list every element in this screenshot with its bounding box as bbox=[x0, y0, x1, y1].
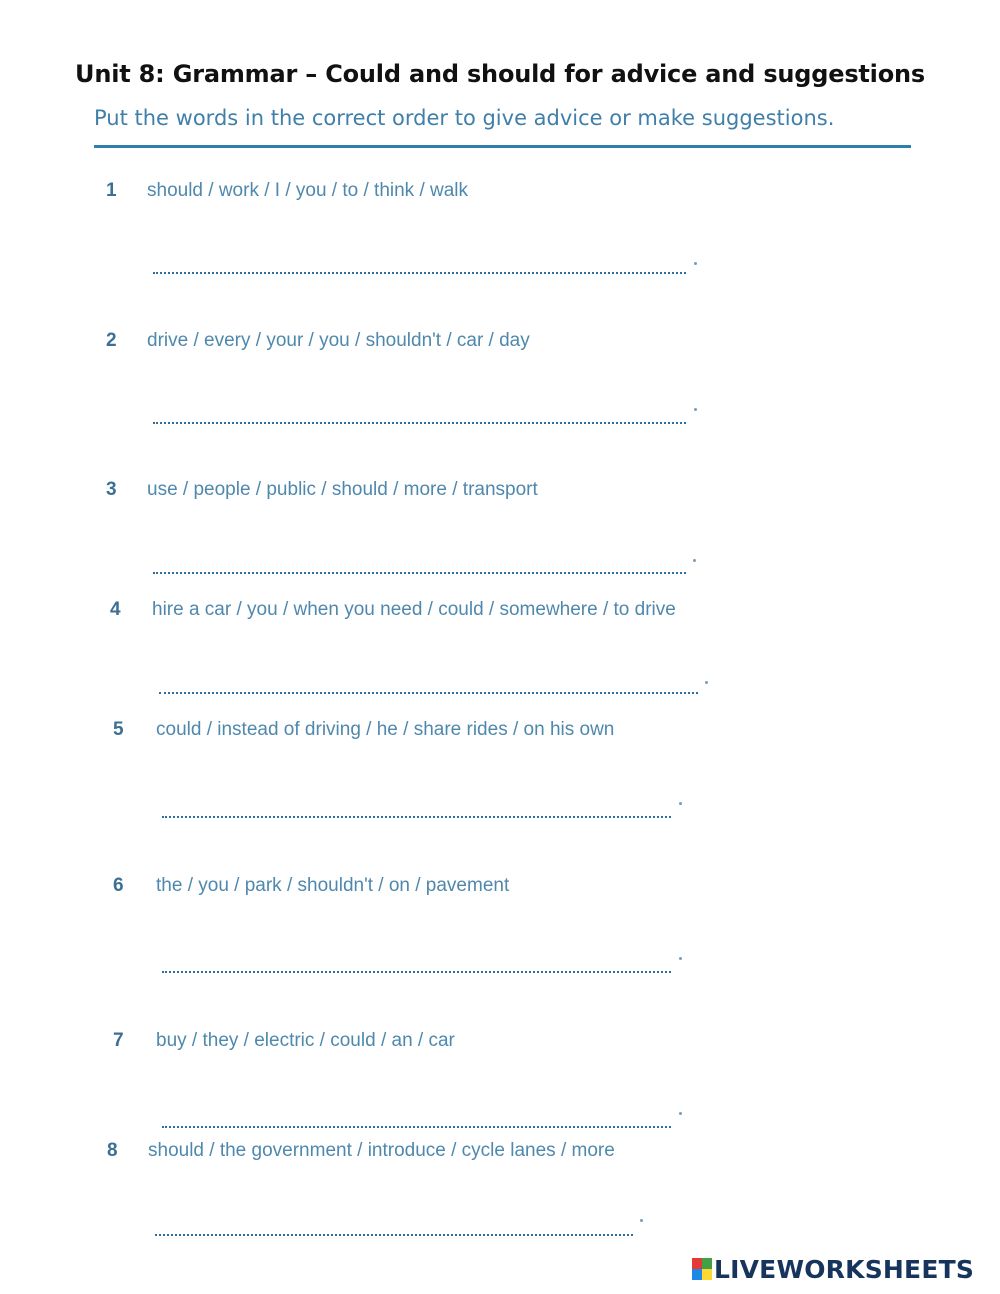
liveworksheets-logo[interactable] bbox=[692, 1254, 974, 1284]
answer-input-5[interactable] bbox=[162, 798, 671, 818]
word-prompt: should / the government / introduce / cycle lanes / more bbox=[148, 1140, 615, 1161]
full-stop bbox=[705, 681, 708, 684]
header-divider bbox=[94, 145, 911, 148]
word-prompt: could / instead of driving / he / share rides / on his own bbox=[156, 719, 615, 740]
word-prompt: use / people / public / should / more / transport bbox=[147, 479, 538, 500]
answer-input-6[interactable] bbox=[162, 953, 671, 973]
full-stop bbox=[694, 408, 697, 411]
worksheet-title: Unit 8: Grammar – Could and should for advice and suggestions bbox=[75, 60, 925, 88]
question-number: 3 bbox=[106, 479, 117, 500]
question-number: 1 bbox=[106, 180, 117, 201]
liveworksheets-logo-icon bbox=[692, 1258, 712, 1280]
word-prompt: should / work / I / you / to / think / walk bbox=[147, 180, 469, 201]
answer-input-2[interactable] bbox=[153, 404, 686, 424]
full-stop bbox=[679, 957, 682, 960]
full-stop bbox=[679, 1112, 682, 1115]
answer-input-4[interactable] bbox=[159, 674, 698, 694]
answer-input-8[interactable] bbox=[155, 1216, 633, 1236]
brand-name: LIVEWORKSHEETS bbox=[714, 1254, 975, 1284]
question-number: 6 bbox=[113, 875, 124, 896]
word-prompt: drive / every / your / you / shouldn't / car / day bbox=[147, 330, 530, 351]
question-number: 8 bbox=[107, 1140, 118, 1161]
answer-input-7[interactable] bbox=[162, 1108, 671, 1128]
question-number: 4 bbox=[110, 599, 121, 620]
full-stop bbox=[679, 802, 682, 805]
full-stop bbox=[693, 559, 696, 562]
instruction-text: Put the words in the correct order to give advice or make suggestions. bbox=[94, 106, 835, 130]
word-prompt: hire a car / you / when you need / could / somewhere / to drive bbox=[152, 599, 676, 620]
question-number: 5 bbox=[113, 719, 124, 740]
word-prompt: the / you / park / shouldn't / on / pavement bbox=[156, 875, 510, 896]
word-prompt: buy / they / electric / could / an / car bbox=[156, 1030, 455, 1051]
full-stop bbox=[694, 262, 697, 265]
answer-input-3[interactable] bbox=[153, 554, 686, 574]
question-number: 7 bbox=[113, 1030, 124, 1051]
full-stop bbox=[640, 1219, 643, 1222]
question-number: 2 bbox=[106, 330, 117, 351]
answer-input-1[interactable] bbox=[153, 254, 686, 274]
